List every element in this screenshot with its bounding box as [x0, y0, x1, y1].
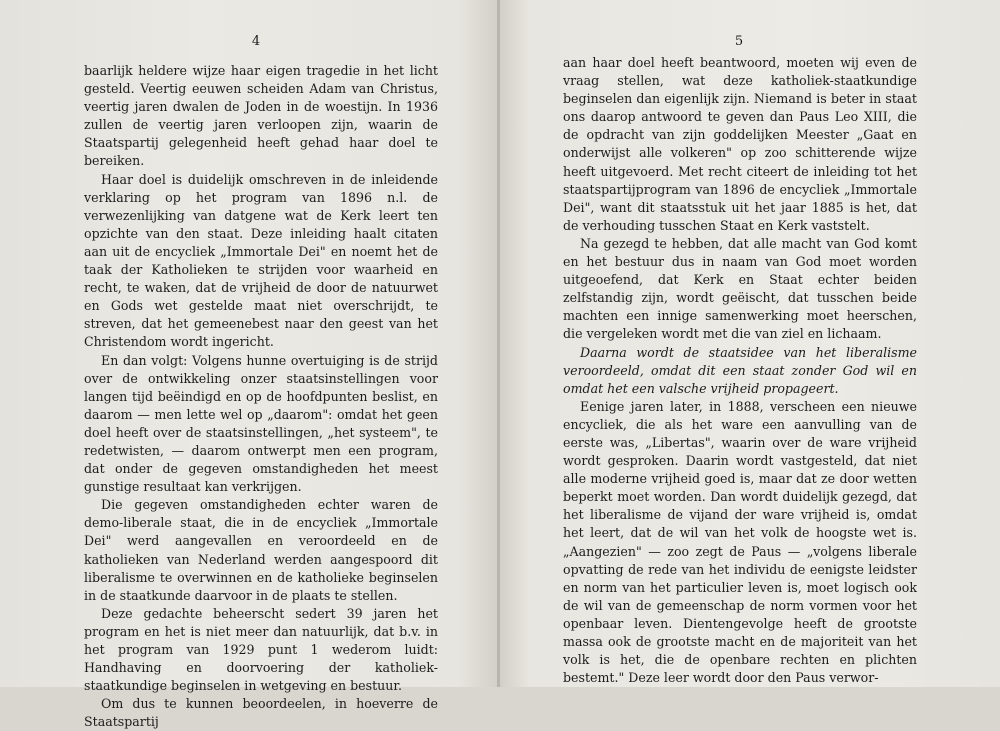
paragraph: baarlijk heldere wijze haar eigen tragedie in het licht gesteld. Veertig eeuwen scheiden Adam van Christus, veertig jaren dwalen de Joden in de woestijn. In 1936 zullen de veertig jaren verloopen zijn, waarin de Staatspartij gelegenheid heeft gehad haar doel te bereiken. — [84, 63, 438, 169]
page-number-right: 5 — [734, 34, 744, 49]
right-page-text — [563, 54, 917, 687]
paragraph: Haar doel is duidelijk omschreven in de inleidende verklaring op het program van 1896 n.l. de verwezenlijking van datgene wat de Kerk leert ten opzichte van den staat. Deze inleiding haalt citaten aan uit de encycliek „Immortale Dei" en noemt het de taak der Katholieken te strijden voor waarheid en recht, te waken, dat de vrijheid de door de natuurwet en Gods wet gestelde maat niet overschrijdt, te streven, dat het gemeenebest naar den geest van het Christendom wordt ingericht. — [84, 171, 438, 350]
paragraph: Deze gedachte beheerscht sedert 39 jaren het program en het is niet meer dan natuurlijk, dat b.v. in het program van 1929 punt 1 wederom luidt: Handhaving en doorvoering der katholiek-staatkundige beginselen in wetgeving en bestuur. — [84, 605, 438, 694]
left-page — [0, 0, 498, 730]
paragraph: Eenige jaren later, in 1888, verscheen een nieuwe encycliek, die als het ware een aanvulling van de eerste was, „Libertas", waarin over de ware vrijheid wordt gesproken. Daarin wordt vastgesteld, dat niet alle moderne vrijheid goed is, maar dat ze door wetten beperkt moet worden. Dan wordt duidelijk gezegd, dat het liberalisme de vijand der ware vrijheid is, omdat het leert, dat de wil van het volk de hoogste wet is. „Aangezien" — zoo zegt de Paus — „volgens liberale opvatting de rede van het individu de eenigste leidster en norm van het particulier leven is, moet logisch ook de wil van de gemeenschap de norm vormen voor het openbaar leven. Dientengevolge heeft de grootste massa ook de grootste macht en de majoriteit van het volk is het, die de openbare rechten en plichten bestemt." Deze leer wordt door den Paus verwor- — [563, 398, 917, 686]
paragraph: Die gegeven omstandigheden echter waren de demo-liberale staat, die in de encycliek „Immortale Dei" werd aangevallen en veroordeeld en de katholieken van Nederland werden aangespoord dit liberalisme te overwinnen en de katholieke beginselen in de staatkunde daarvoor in de plaats te stellen. — [84, 497, 438, 603]
paragraph: aan haar doel heeft beantwoord, moeten wij even de vraag stellen, wat deze katholiek-staatkundige beginselen dan eigenlijk zijn. Niemand is beter in staat ons daarop antwoord te geven dan Paus Leo XIII, die de opdracht van zijn goddelijken Meester „Gaat en onderwijst alle volkeren" op zoo schitterende wijze heeft uitgevoerd. Met recht citeert de inleiding tot het staatspartijprogram van 1896 de encycliek „Immortale Dei", want dit staatsstuk uit het jaar 1885 is het, dat de verhouding tusschen Staat en Kerk vaststelt. — [563, 55, 917, 233]
page-number-left: 4 — [251, 34, 261, 49]
paragraph-italic: Daarna wordt de staatsidee van het liberalisme veroordeeld, omdat dit een staat zonder God wil en omdat het een valsche vrijheid propageert. — [563, 344, 917, 396]
right-page — [500, 0, 1000, 687]
paragraph: Om dus te kunnen beoordeelen, in hoeverre de Staatspartij — [84, 696, 438, 730]
paragraph: Na gezegd te hebben, dat alle macht van God komt en het bestuur dus in naam van God moet worden uitgeoefend, dat Kerk en Staat echter beiden zelfstandig zijn, wordt geëischt, dat tusschen beide machten een innige samenwerking moet heerschen, die vergeleken wordt met die van ziel en lichaam. — [563, 235, 917, 342]
left-page-text — [84, 62, 438, 731]
paragraph: En dan volgt: Volgens hunne overtuiging is de strijd over de ontwikkeling onzer staatsinstellingen voor langen tijd beëindigd en op de hoofdpunten beslist, en daarom — men lette wel op „daarom": omdat het geen doel heeft over de staatsinstellingen, „het systeem", te redetwisten, — daarom ontwerpt men een program, dat onder de gegeven omstandigheden het meest gunstige resultaat kan verkrijgen. — [84, 352, 438, 495]
